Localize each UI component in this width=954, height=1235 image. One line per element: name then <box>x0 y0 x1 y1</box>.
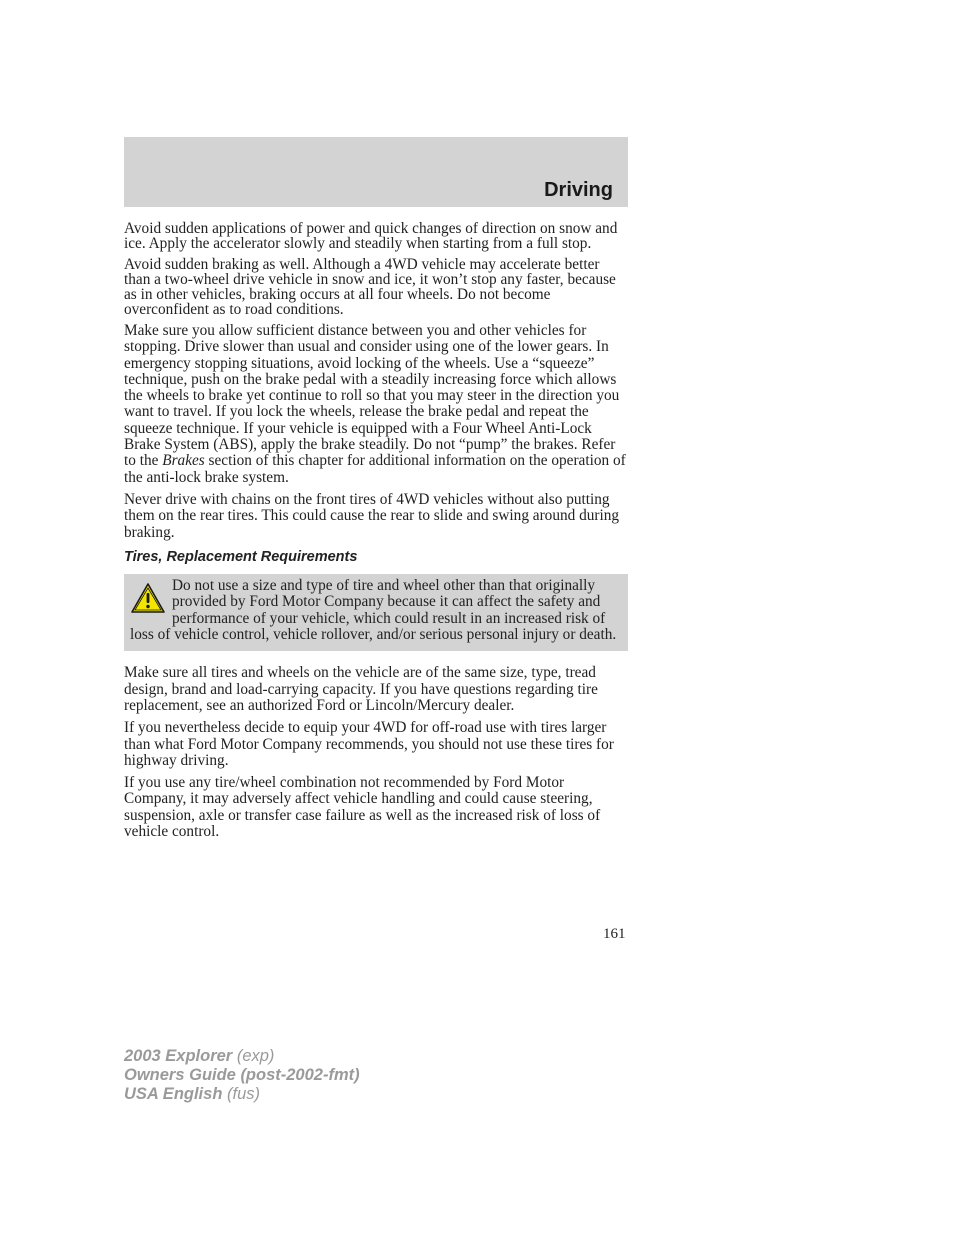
warning-triangle-icon <box>130 582 166 614</box>
footer-line-1 <box>124 1047 360 1066</box>
warning-box <box>124 574 628 651</box>
paragraph-sudden-braking: Avoid sudden braking as well. Although a 4WD vehicle may accelerate better than a two-wheel drive vehicle in snow and ice, it won’t stop any faster, because as in other vehicles, braking occurs at all four wheels. Do not become overconfident as to road conditions. <box>124 256 616 318</box>
footer-language: USA English <box>124 1085 223 1103</box>
footer-line-3 <box>124 1085 360 1104</box>
section-header-band <box>124 137 628 207</box>
footer-line-2 <box>124 1066 360 1085</box>
page-number: 161 <box>603 926 626 942</box>
paragraph-off-road: If you nevertheless decide to equip your 4WD for off-road use with tires larger than what Ford Motor Company recommends, you should not use these tires for highway driving. <box>124 719 614 769</box>
paragraph-same-size: Make sure all tires and wheels on the vehicle are of the same size, type, tread design, brand and load-carrying capacity. If you have questions regarding tire replacement, see an authorized Ford or Lincoln/Mercury dealer. <box>124 664 598 714</box>
abs-text-after: section of this chapter for additional information on the operation of the anti-lock brake system. <box>124 452 626 486</box>
page-content <box>124 221 628 846</box>
subheading-tires: Tires, Replacement Requirements <box>124 548 358 565</box>
paragraph-power-direction: Avoid sudden applications of power and quick changes of direction on snow and ice. Apply the accelerator slowly and steadily when starting from a full stop. <box>124 220 618 252</box>
document-footer <box>124 1047 360 1104</box>
paragraph-stopping-distance <box>124 323 628 486</box>
footer-language-code: (fus) <box>227 1085 260 1103</box>
brakes-reference: Brakes <box>162 452 205 470</box>
warning-text: Do not use a size and type of tire and wheel other than that originally provided by Ford Motor Company because it can affect the safety and performance of your vehicle, which could result in an increased risk of loss of vehicle control, vehicle rollover, and/or serious personal injury or death. <box>130 577 617 644</box>
footer-model-code: (exp) <box>236 1047 275 1065</box>
paragraph-combination: If you use any tire/wheel combination not recommended by Ford Motor Company, it may adversely affect vehicle handling and could cause steering, suspension, axle or transfer case failure as well as the increased risk of loss of vehicle control. <box>124 774 601 841</box>
abs-text-before: Make sure you allow sufficient distance between you and other vehicles for stopping. Drive slower than usual and consider using one of the lower gears. In emergency stopping situations, avoid locking of the wheels. Use a “squeeze” technique, push on the brake pedal with a steadily increasing force which allows the wheels to brake yet continue to roll so that you may steer in the direction you want to travel. If you lock the wheels, release the brake pedal and repeat the squeeze technique. If your vehicle is equipped with a Four Wheel Anti-Lock Brake System (ABS), apply the brake steadily. Do not “pump” the brakes. Refer to the <box>124 322 620 470</box>
footer-model: 2003 Explorer <box>124 1047 233 1065</box>
paragraph-chains: Never drive with chains on the front tires of 4WD vehicles without also putting them on the rear tires. This could cause the rear to slide and swing around during braking. <box>124 490 620 541</box>
footer-guide: Owners Guide (post-2002-fmt) <box>124 1066 360 1084</box>
section-title: Driving <box>544 179 613 201</box>
